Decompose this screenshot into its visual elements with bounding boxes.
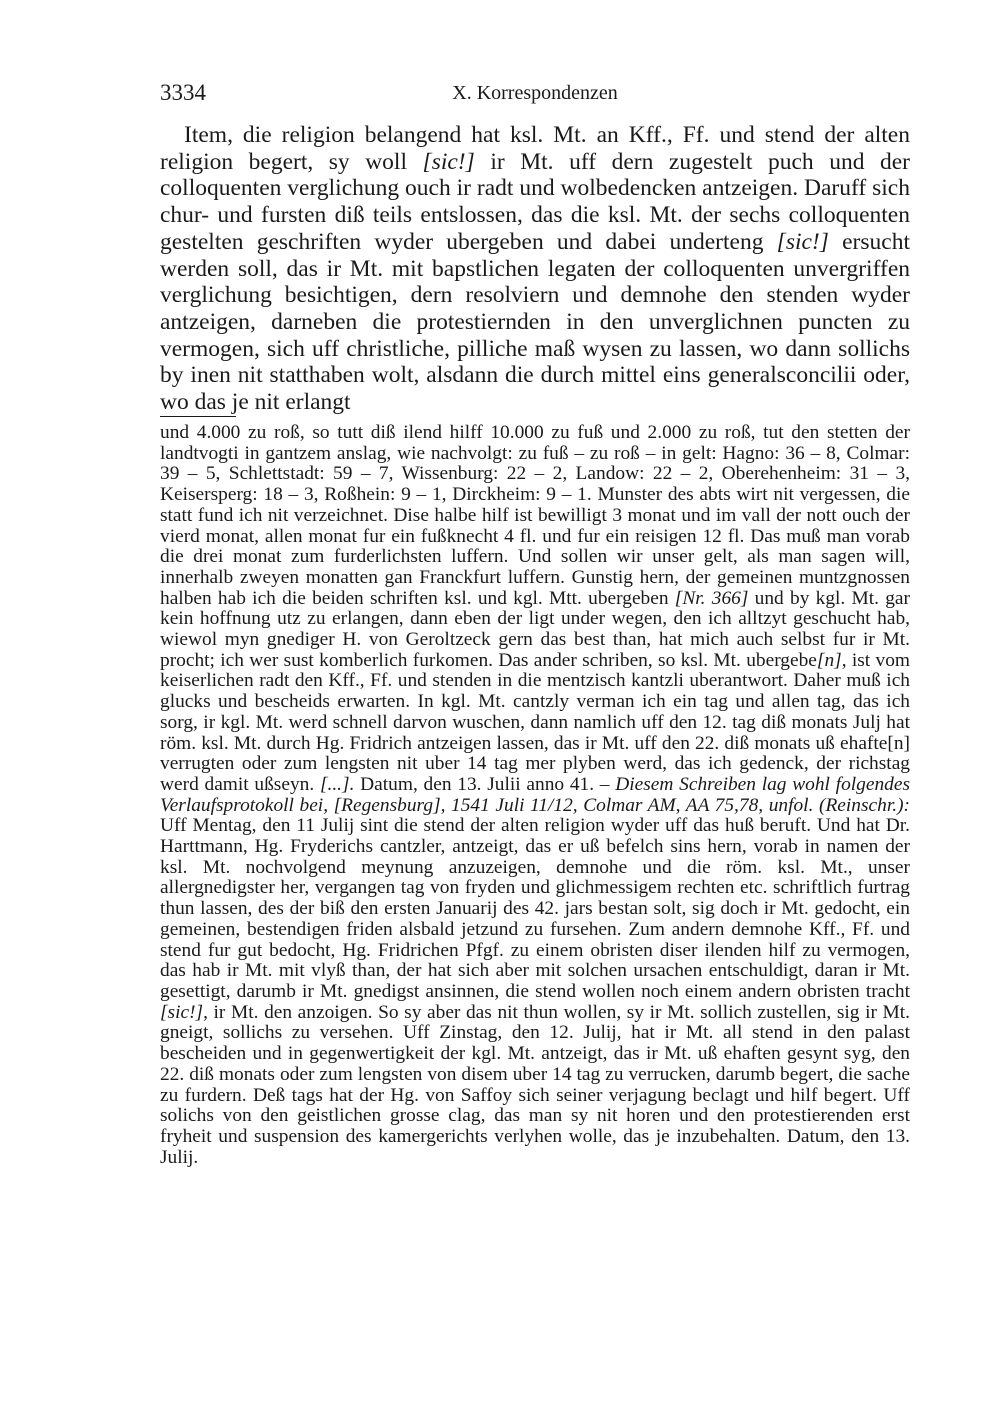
- footnote-text-segment: , ir Mt. den anzoigen. So sy aber das nit thun wollen, sy ir Mt. sollich zustellen, sig ir Mt. gneigt, sollichs zu versehen. Uff Zinstag, den 12. Julij, hat ir Mt. all stend in den palast bescheiden und in gegenwertigkeit der kgl. Mt. antzeigt, das ir Mt. uß ehaften gesynt syg, den 22. diß monats oder zum lengsten von disem uber 14 tag zu verrucken, darumb begert, die sache zu furdern. Deß tags hat der Hg. von Saffoy sich seiner verjagung beclagt und hilf begert. Uff solichs von den geistlichen grosse clag, das man sy nit horen und den protestierenden erst fryheit und suspension des kamergerichts verlyhen wolle, das je inzubehalten. Datum, den 13. Julij.: [160, 1001, 910, 1168]
- footnote-separator: [160, 416, 236, 417]
- editorial-note: [sic!]: [422, 148, 475, 175]
- main-paragraph: [160, 122, 910, 416]
- footnote: [160, 423, 910, 1168]
- editorial-note: [sic!]: [160, 1001, 204, 1023]
- main-text-segment: ersucht werden soll, das ir Mt. mit bapstlichen legaten der colloquenten unvergriffen verglichung besichtigen, dern resolviern und demnohe den stenden wyder antzeigen, darneben die protestiernden in den unverglichnen puncten zu vermogen, sich uff christliche, pilliche maß wysen zu lassen, wo dann sollichs by inen nit statthaben wolt, alsdann die durch mittel eins generalsconcilii oder, wo das je nit erlangt: [160, 228, 910, 416]
- main-text-segment: Item, die religion belangend hat ksl. Mt. an Kff., Ff. und stend der alten religion begert, sy woll: [160, 122, 910, 175]
- editorial-note: [...].: [319, 773, 355, 795]
- footnote-text-segment: Datum, den 13. Julii anno 41. –: [354, 773, 616, 795]
- footnote-text-segment: Uff Mentag, den 11 Julij sint die stend der alten religion wyder uff das huß beruft. Und hat Dr. Harttmann, Hg. Fryderichs cantzler, antzeigt, das er uß befelch sins hern, vorab in namen der ksl. Mt. nochvolgend meynung anzuzeigen, demnohe und die röm. ksl. Mt., unser allergnedigster her, vergangen tag von fryden und glichmessigem rechten etc. schriftlich furtrag thun lassen, des der biß den ersten Januarij des 42. jars bestan solt, sig doch ir Mt. gedocht, ein gemeinen, bestendigen friden alsbald jetzund zu fursehen. Zum andern demnohe Kff., Ff. und stend fur gut bedocht, Hg. Fridrichen Pfgf. zu einem obristen diser ilenden hilf zu vermogen, das hab ir Mt. mit vlyß than, der hat sich aber mit solchen ursachen entschuldigt, daran ir Mt. gesettigt, darumb ir Mt. gnedigst ansinnen, die stend wollen noch einem andern obristen tracht: [160, 815, 910, 1002]
- running-title: X. Korrespondenzen: [452, 82, 618, 104]
- footnote-text-segment: und 4.000 zu roß, so tutt diß ilend hilff 10.000 zu fuß und 2.000 zu roß, tut den stetten der landtvogti in gantzem anslag, wie nachvolgt: zu fuß – zu roß – in gelt: Hagno: 36 – 8, Colmar: 39 – 5, Schlettstadt: 59 – 7, Wissenburg: 22 – 2, Landow: 22 – 2, Oberehenheim: 31 – 3, Keisersperg: 18 – 3, Roßhein: 9 – 1, Dirckheim: 9 – 1. Munster des abts wirt nit vergessen, die statt fund ich nit verzeichnet. Dise halbe hilf ist bewilligt 3 monat und im vall der nott ouch der vierd monat, allen monat fur ein fußknecht 4 fl. und fur ein reisigen 12 fl. Das muß man vorab die drei monat zum furderlichsten luffern. Und sollen wir unser gelt, als man sagen will, innerhalb zweyen monatten gan Franckfurt luffern. Gunstig hern, der gemeinen muntzgnossen halben hab ich die beiden schriften ksl. und kgl. Mtt. ubergeben: [160, 422, 910, 609]
- editorial-note: [Nr. 366]: [674, 587, 749, 609]
- footnote-text-segment: und by kgl. Mt. gar kein hoffnung utz zu erlangen, dann eben der ligt under wegen, den ich alltzyt geschucht hab, wiewol myn gnediger H. von Geroltzeck gern das best than, hat mich auch selbst fur ir Mt. procht; ich wer sust komberlich furkomen. Das ander schriben, so ksl. Mt. ubergebe: [160, 587, 910, 671]
- page-header: [160, 78, 910, 108]
- editorial-note: Diesem Schreiben lag wohl folgendes Verlaufsprotokoll bei, [Regensburg], 1541 Juli 11/12, Colmar AM, AA 75,78, unfol. (Reinschr.):: [160, 773, 910, 816]
- footnote-text-segment: , ist vom keiserlichen radt den Kff., Ff. und stenden in die mentzisch kantzli uberantwort. Daher muß ich glucks und bescheids erwarten. In kgl. Mt. cantzly verman ich ein tag und allen tag, das ich sorg, ir kgl. Mt. werd schnell darvon wuschen, dann namlich uff den 12. tag diß monats Julj hat röm. ksl. Mt. durch Hg. Fridrich antzeigen lassen, das ir Mt. uff den 22. diß monats uß ehafte[n] verrugten oder zum lengsten nit uber 14 tag mer plyben werd, das ich gedenck, der richstag werd damit ußseyn.: [160, 649, 910, 795]
- page-number: 3334: [160, 80, 206, 105]
- editorial-note: [sic!]: [776, 228, 829, 255]
- editorial-note: [n]: [816, 649, 842, 671]
- main-text-segment: ir Mt. uff dern zugestelt puch und der colloquenten verglichung ouch ir radt und wolbedencken antzeigen. Daruff sich chur- und fursten diß teils entslossen, das die ksl. Mt. der sechs colloquenten gestelten geschriften wyder ubergeben und dabei underteng: [160, 148, 910, 255]
